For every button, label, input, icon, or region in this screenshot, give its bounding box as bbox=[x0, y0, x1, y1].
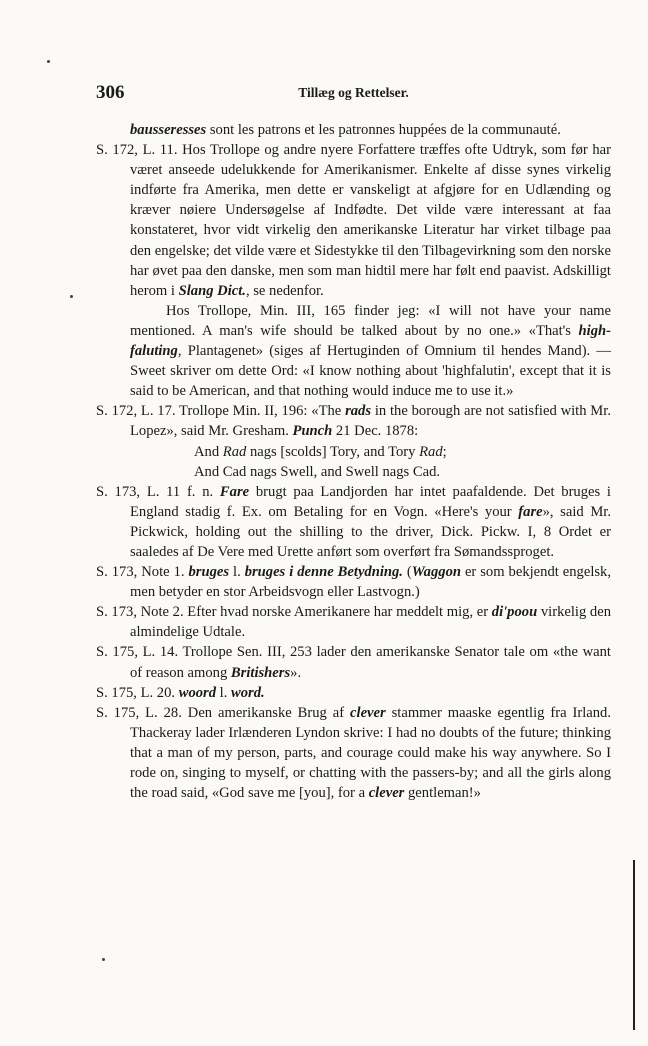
text: Hos Trollope, Min. III, 165 finder jeg: «I will not have your name mentioned. A man's wife should be talked about by no one.» «That's bbox=[130, 302, 611, 339]
entry-reference: S. 173, Note 1. bbox=[96, 564, 185, 581]
italic-term: clever bbox=[350, 704, 386, 721]
entry-reference: S. 172, L. 17. bbox=[96, 403, 176, 420]
italic-term: bruges i denne Betydning. bbox=[244, 564, 403, 581]
entry-175-20 bbox=[96, 683, 611, 703]
italic-term: Fare bbox=[219, 483, 250, 500]
italic-term: bruges bbox=[188, 564, 230, 581]
text: stammer maaske egentlig fra Irland. Thackeray lader Irlænderen Lyndon skrive: I had no doubts of the future; thinking that a man of my person, parts, and courage could make his way anywhere. So I rode on, singing to myself, or chatting with the passers-by; and all the girls along the road said, «God save me [you], for a bbox=[130, 704, 611, 802]
page-body bbox=[96, 120, 611, 803]
verse-line bbox=[194, 442, 611, 462]
verse-line: And Cad nags Swell, and Swell nags Cad. bbox=[194, 463, 441, 480]
italic-term: di'poou bbox=[491, 604, 538, 621]
text: , se nedenfor. bbox=[245, 282, 324, 299]
entry-reference: S. 175, L. 20. bbox=[96, 684, 176, 701]
italic-term: Waggon bbox=[411, 564, 461, 581]
italic-term: Slang Dict. bbox=[178, 282, 246, 299]
scan-edge-line bbox=[633, 860, 635, 1030]
entry-173-11 bbox=[96, 482, 611, 562]
entry-reference: S. 173, Note 2. bbox=[96, 604, 184, 621]
text: virkelig den almindelige Udtale. bbox=[130, 604, 612, 641]
speck bbox=[102, 958, 105, 961]
entry-reference: S. 172, L. 11. bbox=[96, 142, 178, 159]
text: l. bbox=[229, 564, 245, 581]
entry-175-14 bbox=[96, 642, 611, 682]
continued-paragraph bbox=[130, 120, 611, 140]
entry-172-11 bbox=[96, 140, 611, 301]
entry-175-28 bbox=[96, 703, 611, 803]
text: sont les patrons et les patronnes huppées de la communauté. bbox=[206, 122, 561, 138]
page-number: 306 bbox=[96, 82, 125, 103]
entry-reference: S. 175, L. 14. bbox=[96, 644, 179, 661]
text: brugt paa Landjorden har intet paafaldende. Det bruges i England stadig f. Ex. om Betaling for en Vogn. «Here's your bbox=[130, 483, 611, 520]
italic-term: bausseresses bbox=[130, 122, 207, 138]
text: 21 Dec. 1878: bbox=[332, 423, 419, 440]
entry-reference: S. 175, L. 28. bbox=[96, 704, 182, 721]
text: ». bbox=[290, 664, 302, 681]
text: er som bekjendt engelsk, men betyder en stor Arbeidsvogn eller Lastvogn.) bbox=[130, 564, 611, 601]
text: in the borough are not satisfied with Mr. Lopez», said Mr. Gresham. bbox=[130, 403, 611, 440]
text: , Plantagenet» (siges af Hertuginden of Omnium til hendes Mand). — Sweet skriver om dette Ord: «I know nothing about 'highfalutin', except that it is said to be American, and that nothing would induce me to use it.» bbox=[130, 343, 611, 400]
text: ( bbox=[402, 564, 412, 581]
entry-reference: S. 173, L. 11 f. n. bbox=[96, 483, 214, 500]
text: Den amerikanske Brug af bbox=[181, 704, 351, 721]
italic-term: word. bbox=[231, 684, 265, 701]
text: Trollope Sen. III, 253 lader den amerikanske Senator tale om «the want of reason among bbox=[130, 644, 611, 681]
italic-term: Rad bbox=[222, 443, 247, 460]
italic-term: clever bbox=[368, 785, 405, 802]
text: gentleman!» bbox=[404, 785, 481, 802]
text: l. bbox=[216, 684, 232, 701]
italic-term: woord bbox=[178, 684, 217, 701]
italic-term: rads bbox=[345, 403, 372, 420]
italic-term: high-faluting bbox=[130, 322, 611, 360]
italic-term: fare bbox=[518, 503, 543, 520]
speck bbox=[70, 295, 73, 298]
text: nags [scolds] Tory, and Tory bbox=[246, 443, 420, 460]
italic-term: Rad bbox=[419, 443, 443, 460]
speck bbox=[47, 60, 50, 63]
text: And bbox=[194, 443, 223, 460]
page-header bbox=[96, 82, 611, 106]
italic-term: Punch bbox=[292, 423, 333, 440]
entry-173-note1 bbox=[96, 562, 611, 602]
italic-term: Britishers bbox=[230, 664, 291, 681]
text: Hos Trollope og andre nyere Forfattere træffes ofte Udtryk, som før har været anseede udelukkende for Amerikanismer. Enkelte af disse synes virkelig indførte fra Amerika, men dette er vanskeligt at afgjøre for en Udlænding og kræver nøiere Undersøgelse af Indfødte. Det vilde være interessant at faa konstateret, hvor vidt virkelig den amerikanske Literatur har virket tilbage paa den engelske; det vilde være et Sidestykke til den Tilbagevirkning som den norske har øvet paa den danske, men som man hidtil mere har følt end paavist. Adskilligt herom i bbox=[130, 142, 611, 299]
text: ; bbox=[442, 443, 447, 460]
text: », said Mr. Pickwick, holding out the shilling to the driver, Dick. Pickw. I, 8 Ordet er saaledes af De Vere med Urette anført som overført fra Sømandssproget. bbox=[130, 503, 611, 560]
running-title: Tillæg og Rettelser. bbox=[298, 85, 409, 100]
text: Efter hvad norske Amerikanere har meddelt mig, er bbox=[183, 604, 492, 621]
paragraph bbox=[130, 301, 611, 401]
entry-173-note2 bbox=[96, 602, 611, 642]
entry-172-17 bbox=[96, 401, 611, 441]
text: Trollope Min. II, 196: «The bbox=[175, 403, 346, 420]
